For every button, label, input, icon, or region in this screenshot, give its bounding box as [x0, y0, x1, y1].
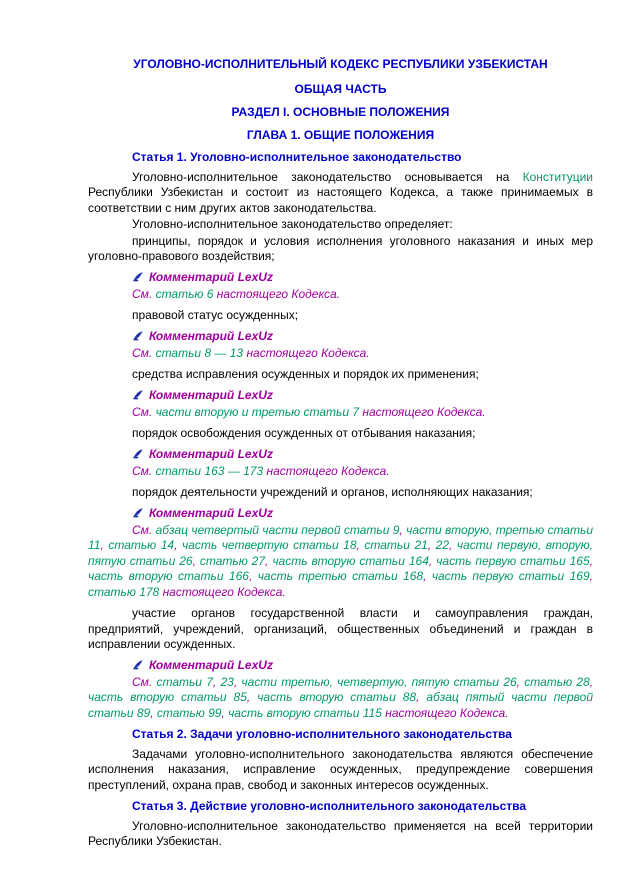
document-heading: УГОЛОВНО-ИСПОЛНИТЕЛЬНЫЙ КОДЕКС РЕСПУБЛИКИ УЗБЕКИСТАН: [133, 57, 548, 71]
article-link[interactable]: часть вторую статьи 88: [257, 690, 417, 704]
article-link[interactable]: часть вторую статьи 164: [272, 553, 429, 568]
document-heading: РАЗДЕЛ I. ОСНОВНЫЕ ПОЛОЖЕНИЯ: [231, 105, 450, 119]
article-link[interactable]: статью 14: [108, 538, 175, 552]
document-heading: ОБЩАЯ ЧАСТЬ: [294, 82, 387, 96]
text-segment: ,: [589, 569, 593, 583]
text-segment: См.: [132, 674, 157, 689]
comment-label: Комментарий LexUz: [149, 269, 273, 284]
article-link[interactable]: статьи 163 — 173: [155, 463, 264, 478]
lexuz-comment-icon: [132, 389, 144, 400]
text-segment: См.: [132, 404, 156, 419]
article-title: [88, 799, 593, 815]
comment-header: [88, 270, 593, 284]
article-link[interactable]: статью 6: [155, 286, 214, 301]
article-link[interactable]: часть вторую статьи 85: [88, 690, 247, 704]
text-segment: порядок деятельности учреждений и органов, исполняющих наказания;: [132, 485, 533, 499]
comment-label: Комментарий LexUz: [149, 387, 273, 402]
article-link[interactable]: часть третью статьи 168: [257, 569, 424, 583]
paragraph: [88, 819, 593, 850]
comment-header: [88, 447, 593, 461]
text-segment: ,: [589, 674, 594, 689]
comment-reference: [88, 464, 593, 480]
text-segment: ,: [356, 538, 365, 552]
comment-header: [88, 329, 593, 343]
paragraph: [88, 217, 593, 233]
lexuz-comment-icon: [132, 507, 144, 518]
constitution-link[interactable]: Конституции: [522, 169, 593, 184]
article-link[interactable]: абзац пятый части первой статьи 89: [88, 690, 594, 720]
comment-label: Комментарий LexUz: [149, 446, 273, 461]
text-segment: Статья 1. Уголовно-исполнительное законодательство: [132, 150, 462, 164]
article-link[interactable]: 22: [435, 538, 450, 552]
paragraph: [88, 234, 593, 265]
document-body: [88, 150, 593, 850]
paragraph: [88, 485, 593, 501]
article-link[interactable]: части вторую и третью статьи 7: [155, 404, 360, 419]
text-segment: настоящего Кодекса.: [213, 286, 340, 301]
paragraph: [88, 747, 593, 794]
text-segment: ,: [221, 705, 229, 720]
article-link[interactable]: статьи 8 — 13: [155, 345, 244, 360]
article-link[interactable]: статью 27: [199, 553, 266, 568]
text-segment: Статья 2. Задачи уголовно-исполнительного законодательства: [132, 727, 512, 741]
comment-label: Комментарий LexUz: [149, 657, 273, 672]
article-link[interactable]: часть вторую статьи 166: [88, 569, 249, 583]
text-segment: порядок освобождения осужденных от отбывания наказания;: [132, 426, 476, 440]
text-segment: ,: [427, 538, 436, 552]
text-segment: Статья 3. Действие уголовно-исполнительного законодательства: [132, 799, 527, 813]
comment-header: [88, 506, 593, 520]
text-segment: Уголовно-исполнительное законодательство определяет:: [132, 217, 453, 231]
article-link[interactable]: части третью, четвертую, пятую статьи 26: [241, 674, 517, 689]
comment-reference: [88, 405, 593, 421]
text-segment: ,: [150, 705, 157, 720]
text-segment: ,: [423, 569, 432, 583]
article-link[interactable]: 23: [220, 674, 234, 689]
article-link[interactable]: абзац четвертый части первой статьи 9: [155, 522, 400, 537]
text-segment: настоящего Кодекса.: [159, 584, 286, 599]
lexuz-comment-icon: [132, 271, 144, 282]
article-link[interactable]: части первую, вторую, пятую статьи 26: [88, 538, 594, 568]
comment-reference: [88, 346, 593, 362]
comment-label: Комментарий LexUz: [149, 505, 273, 520]
paragraph: [88, 426, 593, 442]
comment-header: [88, 658, 593, 672]
text-segment: См.: [132, 463, 156, 478]
article-link[interactable]: части вторую, третью статьи 11: [88, 522, 593, 552]
text-segment: настоящего Кодекса.: [263, 463, 390, 478]
paragraph: [88, 308, 593, 324]
text-segment: правовой статус осужденных;: [132, 308, 299, 322]
article-link[interactable]: часть первую статьи 165: [436, 553, 590, 568]
text-segment: ,: [516, 674, 525, 689]
text-segment: ,: [416, 690, 427, 704]
text-segment: ,: [100, 538, 109, 552]
article-title: [88, 727, 593, 743]
text-segment: ,: [589, 553, 593, 568]
text-segment: ,: [246, 690, 258, 704]
text-segment: ,: [399, 522, 407, 537]
comment-label: Комментарий LexUz: [149, 328, 273, 343]
article-link[interactable]: статьи 21: [364, 538, 428, 552]
text-segment: средства исправления осужденных и порядок их применения;: [132, 367, 479, 381]
text-segment: Уголовно-исполнительное законодательство основывается на: [132, 169, 523, 184]
text-segment: Республики Узбекистан и состоит из настоящего Кодекса, а также принимаемых в соответствии с ним других актов законодательства.: [88, 185, 593, 215]
comment-reference: [88, 675, 593, 722]
comment-header: [88, 388, 593, 402]
article-link[interactable]: статью 99: [156, 705, 222, 720]
paragraph: [88, 170, 593, 217]
article-link[interactable]: часть вторую статьи 115: [228, 705, 382, 720]
article-link[interactable]: статью 28: [524, 674, 590, 689]
text-segment: Уголовно-исполнительное законодательство применяется на всей территории Республики Узбекистан.: [88, 818, 593, 848]
article-link[interactable]: статьи 7: [156, 674, 213, 689]
article-link[interactable]: часть четвертую статьи 18: [181, 538, 357, 552]
paragraph: [88, 606, 593, 653]
lexuz-comment-icon: [132, 659, 144, 670]
text-segment: ,: [428, 553, 437, 568]
text-segment: Задачами уголовно-исполнительного законодательства являются обеспечение исполнения наказания, исправление осужденных, предупреждение совершения преступлений, охрана прав, свобод и законных интересов осужденных.: [88, 746, 593, 792]
text-segment: См.: [132, 522, 156, 537]
text-segment: ,: [174, 538, 182, 552]
article-link[interactable]: часть первую статьи 169: [431, 569, 590, 583]
text-segment: ,: [265, 553, 273, 568]
text-segment: ,: [192, 553, 200, 568]
comment-reference: [88, 287, 593, 303]
text-segment: См.: [132, 286, 156, 301]
text-segment: ,: [248, 569, 258, 583]
text-segment: настоящего Кодекса.: [243, 345, 370, 360]
text-segment: настоящего Кодекса.: [381, 705, 509, 720]
text-segment: ,: [449, 538, 457, 552]
text-segment: ,: [212, 674, 221, 689]
text-segment: настоящего Кодекса.: [359, 404, 486, 419]
lexuz-comment-icon: [132, 330, 144, 341]
text-segment: принципы, порядок и условия исполнения уголовного наказания и иных мер уголовно-правового воздействия;: [88, 233, 593, 263]
text-segment: См.: [132, 345, 156, 360]
paragraph: [88, 367, 593, 383]
document-headings: [88, 56, 593, 143]
article-title: [88, 150, 593, 166]
text-segment: участие органов государственной власти и самоуправления граждан, предприятий, учреждений, организаций, общественных объединений и граждан в исправлении осужденных.: [88, 606, 593, 651]
document-heading: ГЛАВА 1. ОБЩИЕ ПОЛОЖЕНИЯ: [246, 128, 435, 142]
lexuz-comment-icon: [132, 448, 144, 459]
text-segment: ,: [233, 674, 242, 689]
comment-reference: [88, 523, 593, 601]
article-link[interactable]: статью 178: [88, 584, 160, 599]
